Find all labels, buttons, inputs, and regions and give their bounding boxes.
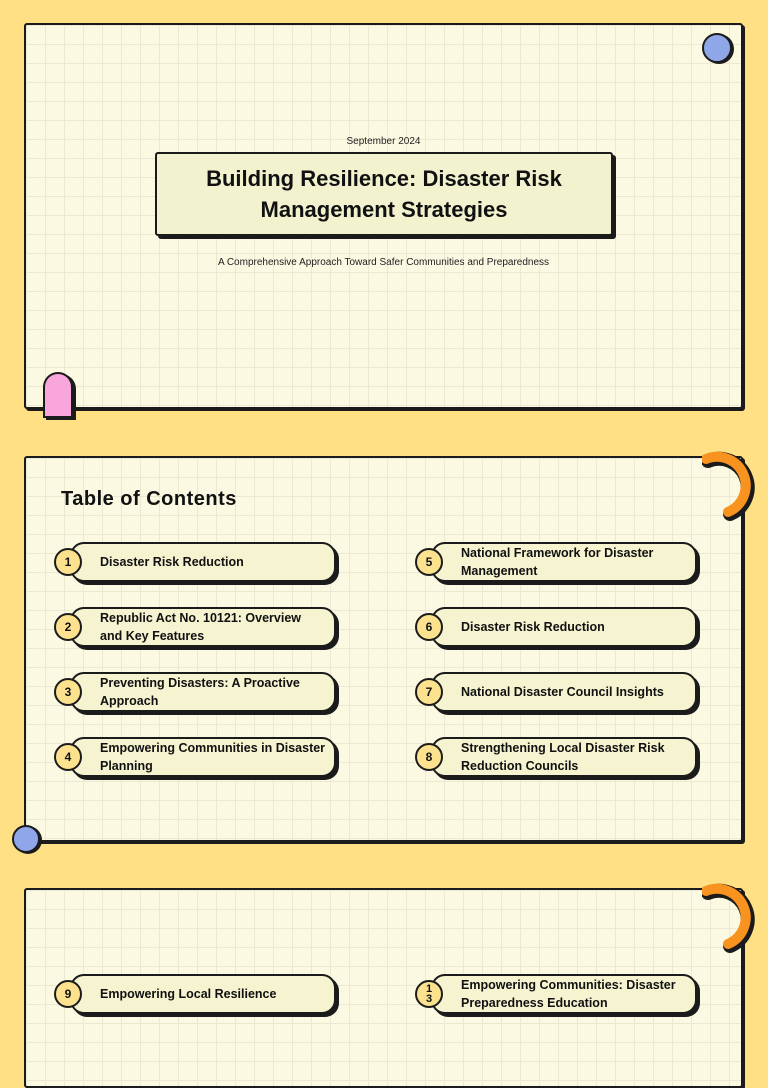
slide-subtitle: A Comprehensive Approach Toward Safer Communities and Preparedness <box>217 257 550 268</box>
toc-item[interactable] <box>54 974 336 1014</box>
toc-item-label: National Disaster Council Insights <box>431 672 697 712</box>
orange-arc-decoration <box>702 448 768 524</box>
title-slide <box>24 23 743 409</box>
toc-slide <box>24 456 743 842</box>
toc-item-label: National Framework for Disaster Management <box>431 542 697 582</box>
toc-item-number: 2 <box>54 613 82 641</box>
blue-circle-decoration <box>12 825 40 853</box>
toc-item-number: 6 <box>415 613 443 641</box>
toc-item[interactable] <box>54 607 336 647</box>
toc-slide-continued <box>24 888 743 1088</box>
slide-title-line-1: Building Resilience: Disaster Risk <box>206 166 562 191</box>
slide-title <box>206 163 562 225</box>
toc-item-number: 5 <box>415 548 443 576</box>
toc-item[interactable] <box>54 542 336 582</box>
slide-title-line-2: Management Strategies <box>260 197 508 222</box>
toc-item-number: 3 <box>54 678 82 706</box>
blue-circle-decoration <box>702 33 732 63</box>
toc-item-label: Disaster Risk Reduction <box>70 542 336 582</box>
toc-item[interactable] <box>54 672 336 712</box>
title-box <box>155 152 613 236</box>
toc-item[interactable] <box>54 737 336 777</box>
toc-item-label: Empowering Communities: Disaster Preparedness Education <box>431 974 697 1014</box>
toc-item[interactable] <box>415 737 697 777</box>
toc-item-number: 7 <box>415 678 443 706</box>
toc-item[interactable] <box>415 672 697 712</box>
orange-arc-decoration <box>702 880 768 956</box>
toc-item-number: 1 <box>54 548 82 576</box>
toc-item-label: Empowering Local Resilience <box>70 974 336 1014</box>
pink-arch-decoration <box>43 372 73 418</box>
toc-item-label: Preventing Disasters: A Proactive Approach <box>70 672 336 712</box>
toc-item[interactable] <box>415 542 697 582</box>
toc-item-label: Disaster Risk Reduction <box>431 607 697 647</box>
toc-item[interactable] <box>415 974 697 1014</box>
toc-item[interactable] <box>415 607 697 647</box>
toc-item-number: 13 <box>415 980 443 1008</box>
toc-item-label: Strengthening Local Disaster Risk Reduction Councils <box>431 737 697 777</box>
toc-item-number: 4 <box>54 743 82 771</box>
toc-item-label: Empowering Communities in Disaster Planning <box>70 737 336 777</box>
toc-item-label: Republic Act No. 10121: Overview and Key Features <box>70 607 336 647</box>
slide-date: September 2024 <box>346 136 421 147</box>
toc-item-number: 9 <box>54 980 82 1008</box>
toc-title: Table of Contents <box>61 488 237 510</box>
toc-item-number: 8 <box>415 743 443 771</box>
